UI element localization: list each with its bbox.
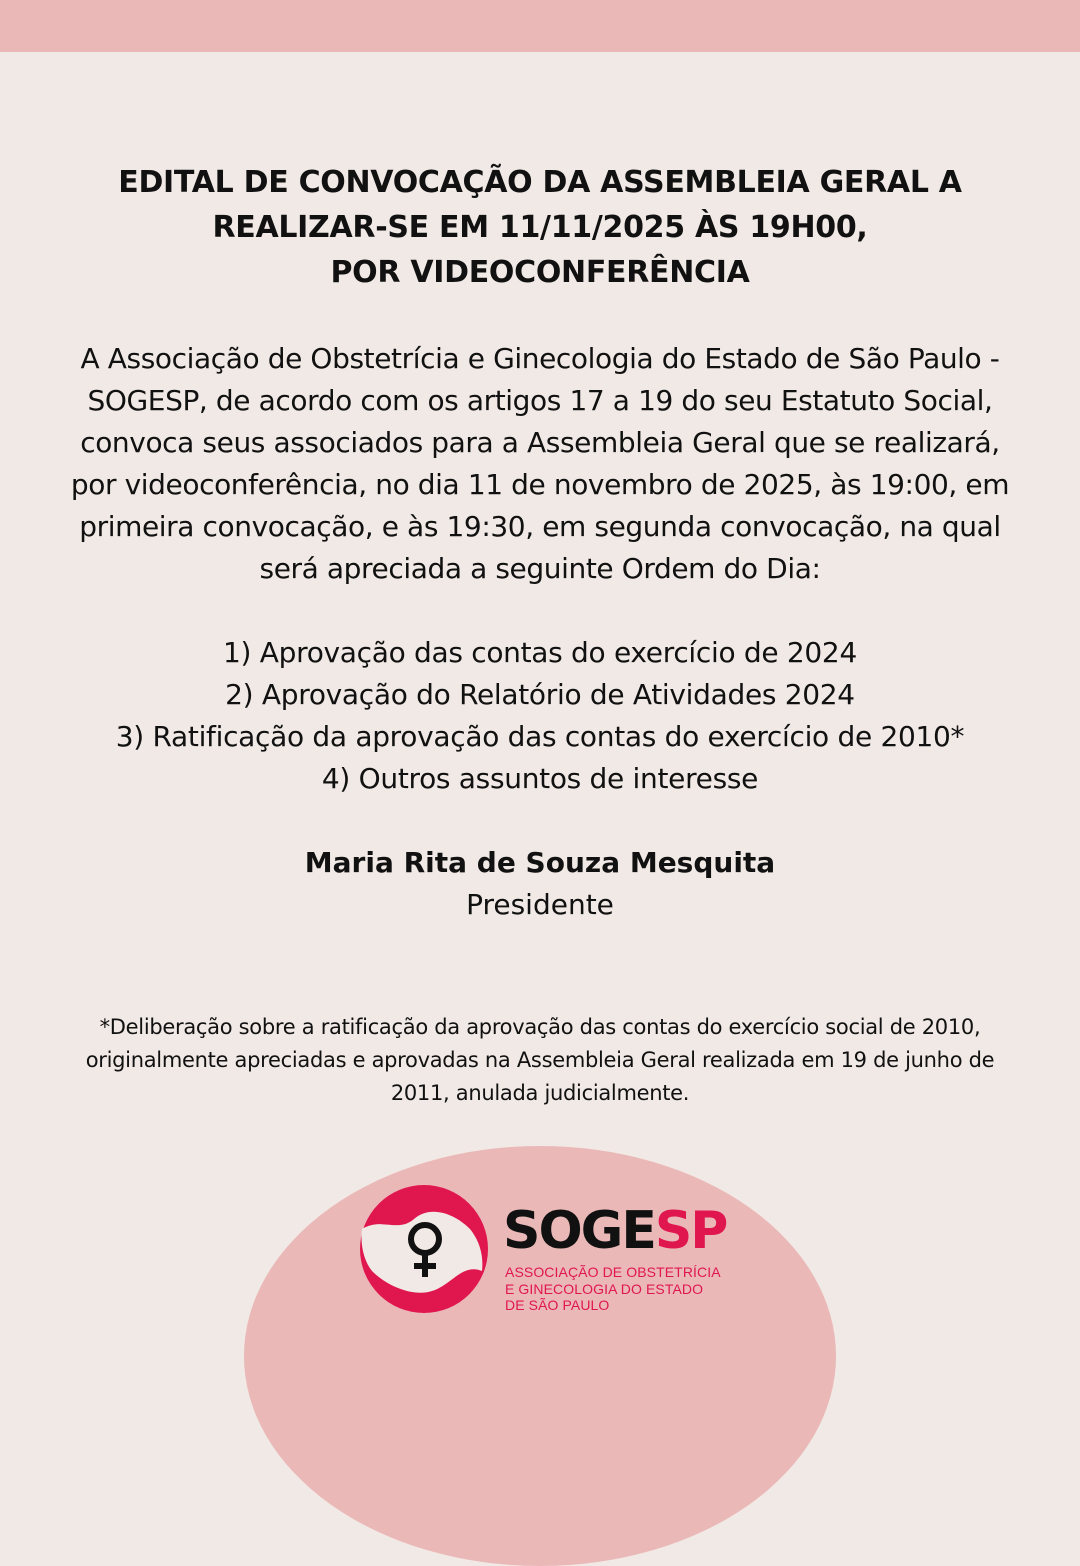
agenda-item: 1) Aprovação das contas do exercício de 2024 [223, 636, 857, 669]
logo-subtitle [505, 1264, 721, 1314]
logo-subtitle-line: E GINECOLOGIA DO ESTADO [505, 1280, 704, 1297]
logo-wordmark-part1: SOGE [503, 1201, 655, 1261]
convocation-paragraph [40, 338, 1040, 590]
agenda-item: 3) Ratificação da aprovação das contas do exercício de 2010* [115, 720, 965, 753]
footnote-line: originalmente apreciadas e aprovadas na Assembleia Geral realizada em 19 de junho de [85, 1048, 995, 1072]
signatory-role: Presidente [466, 888, 614, 921]
paragraph-line: por videoconferência, no dia 11 de novembro de 2025, às 19:00, em [70, 468, 1010, 501]
agenda-item: 2) Aprovação do Relatório de Atividades 2024 [225, 678, 855, 711]
top-accent-bar [0, 0, 1080, 52]
paragraph-line: A Associação de Obstetrícia e Ginecologia do Estado de São Paulo - [80, 342, 1000, 375]
title-line: REALIZAR-SE EM 11/11/2025 ÀS 19H00, [212, 210, 868, 245]
agenda-list [0, 632, 1080, 800]
signatory-name: Maria Rita de Souza Mesquita [304, 846, 776, 879]
logo-subtitle-line: ASSOCIAÇÃO DE OBSTETRÍCIA [505, 1264, 721, 1280]
paragraph-line: primeira convocação, e às 19:30, em segunda convocação, na qual [79, 510, 1001, 543]
footnote [40, 1011, 1040, 1110]
agenda-item: 4) Outros assuntos de interesse [321, 762, 759, 795]
logo-subtitle-line: DE SÃO PAULO [505, 1297, 610, 1313]
logo-wordmark [503, 1200, 726, 1262]
paragraph-line: SOGESP, de acordo com os artigos 17 a 19 do seu Estatuto Social, [87, 384, 993, 417]
paragraph-line: convoca seus associados para a Assembleia Geral que se realizará, [80, 426, 1000, 459]
female-symbol-icon [358, 1183, 490, 1315]
logo-wordmark-part2: SP [654, 1201, 727, 1261]
signature-block [0, 842, 1080, 926]
title-line: EDITAL DE CONVOCAÇÃO DA ASSEMBLEIA GERAL A [118, 165, 962, 200]
document-title [0, 160, 1080, 295]
footnote-line: *Deliberação sobre a ratificação da aprovação das contas do exercício social de 2010, [99, 1015, 981, 1039]
title-line: POR VIDEOCONFERÊNCIA [330, 255, 750, 290]
paragraph-line: será apreciada a seguinte Ordem do Dia: [259, 552, 821, 585]
footnote-line: 2011, anulada judicialmente. [390, 1081, 690, 1105]
